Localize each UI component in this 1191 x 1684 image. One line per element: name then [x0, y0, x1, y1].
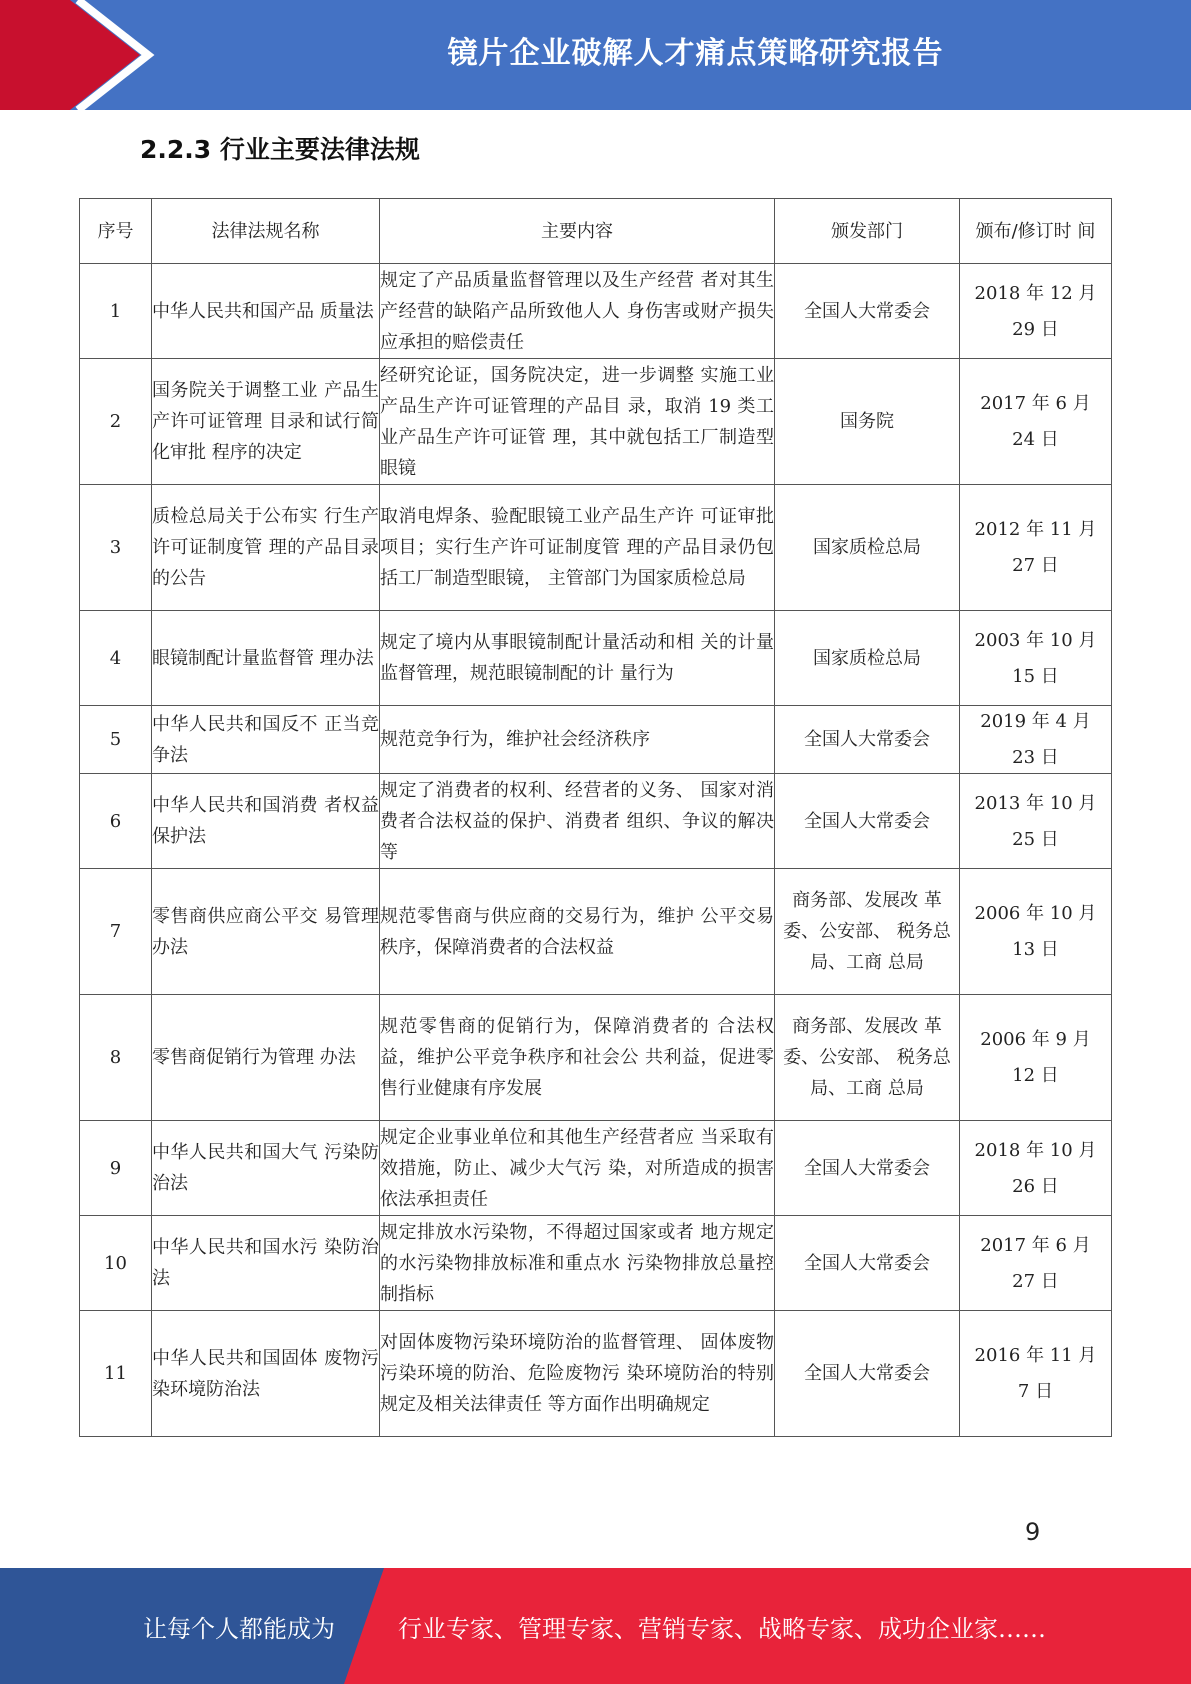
row-number: 11 [80, 1311, 152, 1437]
law-content: 规范竞争行为，维护社会经济秩序 [380, 706, 775, 774]
law-content: 规定了产品质量监督管理以及生产经营 者对其生产经营的缺陷产品所致他人人 身伤害或财产损失应承担的赔偿责任 [380, 264, 775, 359]
table-row [80, 1121, 1112, 1216]
issue-date-line1: 2019 年 4 月 [980, 711, 1091, 732]
issue-date [960, 1311, 1112, 1437]
issue-date [960, 1216, 1112, 1311]
issue-date [960, 264, 1112, 359]
issue-date-line2: 27 日 [1012, 1270, 1059, 1292]
law-name: 眼镜制配计量监督管 理办法 [152, 611, 380, 706]
issue-date-line2: 7 日 [1017, 1381, 1054, 1402]
issue-date-line2: 13 日 [1012, 939, 1059, 960]
header-content: 主要内容 [380, 199, 775, 264]
row-number: 5 [80, 706, 152, 774]
footer-slogan-left: 让每个人都能成为 [143, 1614, 335, 1643]
issuing-department: 全国人大常委会 [775, 706, 960, 774]
issue-date [960, 995, 1112, 1121]
report-title: 镜片企业破解人才痛点策略研究报告 [447, 36, 944, 71]
laws-table [79, 198, 1112, 1437]
law-content: 取消电焊条、验配眼镜工业产品生产许 可证审批项目；实行生产许可证制度管 理的产品目录仍包括工厂制造型眼镜， 主管部门为国家质检总局 [380, 485, 775, 611]
issue-date-line2: 26 日 [1012, 1175, 1059, 1197]
issue-date-line2: 23 日 [1012, 747, 1059, 768]
law-content: 规定了境内从事眼镜制配计量活动和相 关的计量监督管理，规范眼镜制配的计 量行为 [380, 611, 775, 706]
row-number: 3 [80, 485, 152, 611]
law-name: 中华人民共和国反不 正当竞争法 [152, 706, 380, 774]
header-banner [0, 0, 1191, 110]
footer-slogan-right: 行业专家、管理专家、营销专家、战略专家、成功企业家…… [398, 1614, 1046, 1643]
law-name: 中华人民共和国产品 质量法 [152, 264, 380, 359]
law-content: 规定排放水污染物，不得超过国家或者 地方规定的水污染物排放标准和重点水 污染物排放总量控制指标 [380, 1216, 775, 1311]
law-name: 中华人民共和国水污 染防治法 [152, 1216, 380, 1311]
law-content: 规范零售商的促销行为，保障消费者的 合法权益，维护公平竞争秩序和社会公 共利益，促进零售行业健康有序发展 [380, 995, 775, 1121]
law-content: 对固体废物污染环境防治的监督管理、 固体废物污染环境的防治、危险废物污 染环境防治的特别规定及相关法律责任 等方面作出明确规定 [380, 1311, 775, 1437]
header-date: 颁布/修订时 间 [960, 199, 1112, 264]
issue-date-line1: 2013 年 10 月 [974, 792, 1097, 814]
header-arrow-decoration [0, 0, 200, 110]
law-content: 规范零售商与供应商的交易行为，维护 公平交易秩序，保障消费者的合法权益 [380, 869, 775, 995]
issuing-department: 商务部、发展改 革委、公安部、 税务总局、工商 总局 [775, 995, 960, 1121]
table-row [80, 264, 1112, 359]
row-number: 2 [80, 359, 152, 485]
row-number: 6 [80, 774, 152, 869]
table-header-row [80, 199, 1112, 264]
issue-date-line1: 2006 年 10 月 [974, 903, 1097, 924]
issuing-department: 全国人大常委会 [775, 1216, 960, 1311]
page-number: 9 [1025, 1518, 1041, 1546]
issue-date [960, 706, 1112, 774]
issuing-department: 全国人大常委会 [775, 1311, 960, 1437]
table-row [80, 611, 1112, 706]
issue-date-line1: 2012 年 11 月 [974, 519, 1097, 540]
law-name: 中华人民共和国大气 污染防治法 [152, 1121, 380, 1216]
law-content: 规定了消费者的权利、经营者的义务、 国家对消费者合法权益的保护、消费者 组织、争议的解决等 [380, 774, 775, 869]
law-content: 规定企业事业单位和其他生产经营者应 当采取有效措施，防止、减少大气污 染，对所造成的损害依法承担责任 [380, 1121, 775, 1216]
issue-date-line1: 2016 年 11 月 [974, 1345, 1097, 1366]
law-name: 零售商供应商公平交 易管理办法 [152, 869, 380, 995]
law-name: 质检总局关于公布实 行生产许可证制度管 理的产品目录的公告 [152, 485, 380, 611]
issue-date-line1: 2018 年 10 月 [974, 1139, 1097, 1161]
table-row [80, 485, 1112, 611]
issue-date [960, 611, 1112, 706]
table-row [80, 359, 1112, 485]
issue-date-line2: 24 日 [1012, 429, 1059, 450]
issue-date-line1: 2006 年 9 月 [980, 1029, 1091, 1050]
table-row [80, 774, 1112, 869]
issuing-department: 全国人大常委会 [775, 1121, 960, 1216]
issue-date-line2: 15 日 [1012, 665, 1059, 687]
table-row [80, 869, 1112, 995]
law-name: 中华人民共和国消费 者权益保护法 [152, 774, 380, 869]
issuing-department: 全国人大常委会 [775, 774, 960, 869]
issue-date [960, 359, 1112, 485]
law-name: 国务院关于调整工业 产品生产许可证管理 目录和试行简化审批 程序的决定 [152, 359, 380, 485]
row-number: 8 [80, 995, 152, 1121]
issuing-department: 国务院 [775, 359, 960, 485]
law-content: 经研究论证，国务院决定，进一步调整 实施工业产品生产许可证管理的产品目 录，取消 19 类工业产品生产许可证管 理，其中就包括工厂制造型眼镜 [380, 359, 775, 485]
row-number: 7 [80, 869, 152, 995]
table-row [80, 995, 1112, 1121]
header-dept: 颁发部门 [775, 199, 960, 264]
issue-date-line2: 27 日 [1012, 555, 1059, 576]
issue-date [960, 774, 1112, 869]
issue-date-line1: 2003 年 10 月 [974, 629, 1097, 651]
issue-date [960, 869, 1112, 995]
issue-date-line1: 2017 年 6 月 [980, 1234, 1091, 1256]
issuing-department: 国家质检总局 [775, 485, 960, 611]
issue-date-line2: 12 日 [1012, 1065, 1059, 1086]
row-number: 4 [80, 611, 152, 706]
header-name: 法律法规名称 [152, 199, 380, 264]
table-row [80, 1216, 1112, 1311]
law-name: 中华人民共和国固体 废物污染环境防治法 [152, 1311, 380, 1437]
issue-date-line2: 25 日 [1012, 828, 1059, 850]
issue-date-line1: 2018 年 12 月 [974, 282, 1097, 304]
issuing-department: 商务部、发展改 革委、公安部、 税务总局、工商 总局 [775, 869, 960, 995]
issue-date [960, 485, 1112, 611]
issue-date-line2: 29 日 [1012, 318, 1059, 340]
row-number: 9 [80, 1121, 152, 1216]
footer-banner [0, 1568, 1191, 1684]
row-number: 10 [80, 1216, 152, 1311]
issue-date-line1: 2017 年 6 月 [980, 393, 1091, 414]
row-number: 1 [80, 264, 152, 359]
issue-date [960, 1121, 1112, 1216]
section-heading: 2.2.3 行业主要法律法规 [140, 135, 420, 164]
law-name: 零售商促销行为管理 办法 [152, 995, 380, 1121]
issuing-department: 国家质检总局 [775, 611, 960, 706]
table-row [80, 1311, 1112, 1437]
issuing-department: 全国人大常委会 [775, 264, 960, 359]
header-no: 序号 [80, 199, 152, 264]
table-row [80, 706, 1112, 774]
